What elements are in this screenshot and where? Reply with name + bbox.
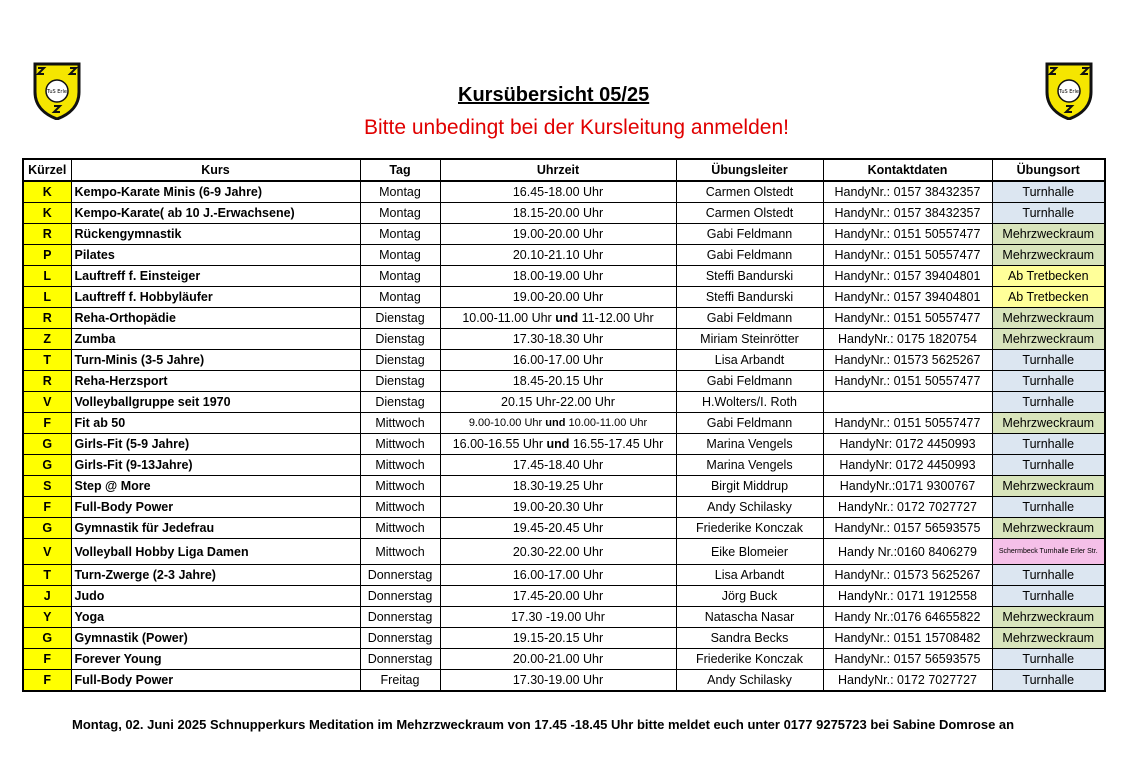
course-name-cell: Pilates (71, 245, 360, 266)
day-cell: Mittwoch (360, 518, 440, 539)
contact-cell: HandyNr.: 0151 50557477 (823, 224, 992, 245)
contact-cell: HandyNr.: 0151 50557477 (823, 413, 992, 434)
course-name-cell: Reha-Orthopädie (71, 308, 360, 329)
time-slot-1: 16.00-16.55 Uhr (452, 437, 544, 451)
course-name-cell: Yoga (71, 607, 360, 628)
kuerzel-cell: F (23, 670, 71, 692)
location-cell: Mehrzweckraum (992, 329, 1105, 350)
location-cell: Turnhalle (992, 203, 1105, 224)
table-row (23, 245, 1105, 266)
day-cell: Montag (360, 181, 440, 203)
contact-cell: HandyNr.: 0157 38432357 (823, 203, 992, 224)
trainer-cell: Lisa Arbandt (676, 350, 823, 371)
kuerzel-cell: Y (23, 607, 71, 628)
trainer-cell: H.Wolters/I. Roth (676, 392, 823, 413)
kuerzel-cell: G (23, 628, 71, 649)
contact-cell: HandyNr.: 0151 50557477 (823, 371, 992, 392)
table-row (23, 266, 1105, 287)
location-cell: Schermbeck Turnhalle Erler Str. (992, 539, 1105, 565)
kuerzel-cell: P (23, 245, 71, 266)
trainer-cell: Friederike Konczak (676, 649, 823, 670)
course-name-cell: Kempo-Karate Minis (6-9 Jahre) (71, 181, 360, 203)
day-cell: Mittwoch (360, 497, 440, 518)
course-name-cell: Forever Young (71, 649, 360, 670)
trainer-cell: Steffi Bandurski (676, 266, 823, 287)
day-cell: Dienstag (360, 308, 440, 329)
footer-note: Montag, 02. Juni 2025 Schnupperkurs Meditation im Mehzrzweckraum von 17.45 -18.45 Uhr bitte meldet euch unter 0177 9275723 bei Sabine Domrose an (72, 717, 1015, 732)
contact-cell: HandyNr: 0172 4450993 (823, 434, 992, 455)
table-row (23, 476, 1105, 497)
time-slot-2: 11-12.00 Uhr (581, 311, 654, 325)
table-row (23, 413, 1105, 434)
kuerzel-cell: J (23, 586, 71, 607)
location-cell: Turnhalle (992, 350, 1105, 371)
kuerzel-cell: S (23, 476, 71, 497)
table-row (23, 329, 1105, 350)
table-row (23, 628, 1105, 649)
time-cell: 17.30 -19.00 Uhr (440, 607, 676, 628)
course-name-cell: Rückengymnastik (71, 224, 360, 245)
col-header: Uhrzeit (440, 159, 676, 181)
table-row (23, 518, 1105, 539)
trainer-cell: Carmen Olstedt (676, 203, 823, 224)
table-row (23, 434, 1105, 455)
contact-cell: HandyNr: 0172 4450993 (823, 455, 992, 476)
trainer-cell: Gabi Feldmann (676, 224, 823, 245)
course-name-cell: Turn-Minis (3-5 Jahre) (71, 350, 360, 371)
trainer-cell: Lisa Arbandt (676, 565, 823, 586)
kuerzel-cell: L (23, 287, 71, 308)
col-header: Kürzel (23, 159, 71, 181)
page-title: Kursübersicht 05/25 (458, 84, 650, 106)
kuerzel-cell: V (23, 392, 71, 413)
time-slot-1: 9.00-10.00 Uhr (468, 417, 543, 429)
col-header: Tag (360, 159, 440, 181)
course-name-cell: Volleyball Hobby Liga Damen (71, 539, 360, 565)
trainer-cell: Andy Schilasky (676, 670, 823, 692)
kuerzel-cell: T (23, 350, 71, 371)
location-cell: Turnhalle (992, 586, 1105, 607)
contact-cell: HandyNr.: 0157 39404801 (823, 287, 992, 308)
day-cell: Dienstag (360, 350, 440, 371)
time-cell: 20.15 Uhr-22.00 Uhr (440, 392, 676, 413)
day-cell: Mittwoch (360, 476, 440, 497)
time-slot-2: 16.55-17.45 Uhr (572, 437, 664, 451)
kuerzel-cell: F (23, 413, 71, 434)
course-table-body (23, 181, 1105, 691)
kuerzel-cell: G (23, 455, 71, 476)
table-row (23, 539, 1105, 565)
trainer-cell: Gabi Feldmann (676, 413, 823, 434)
table-row (23, 497, 1105, 518)
day-cell: Montag (360, 245, 440, 266)
time-cell: 18.00-19.00 Uhr (440, 266, 676, 287)
location-cell: Turnhalle (992, 434, 1105, 455)
time-cell: 17.45-20.00 Uhr (440, 586, 676, 607)
kuerzel-cell: T (23, 565, 71, 586)
location-cell: Mehrzweckraum (992, 245, 1105, 266)
day-cell: Dienstag (360, 371, 440, 392)
day-cell: Mittwoch (360, 413, 440, 434)
table-row (23, 607, 1105, 628)
time-cell: 18.30-19.25 Uhr (440, 476, 676, 497)
time-cell: 18.15-20.00 Uhr (440, 203, 676, 224)
trainer-cell: Miriam Steinrötter (676, 329, 823, 350)
time-cell: 19.00-20.00 Uhr (440, 287, 676, 308)
kuerzel-cell: K (23, 203, 71, 224)
club-logo-left (32, 62, 82, 120)
kuerzel-cell: G (23, 518, 71, 539)
kuerzel-cell: K (23, 181, 71, 203)
course-name-cell: Lauftreff f. Einsteiger (71, 266, 360, 287)
time-cell: 19.45-20.45 Uhr (440, 518, 676, 539)
trainer-cell: Gabi Feldmann (676, 308, 823, 329)
time-cell: 16.45-18.00 Uhr (440, 181, 676, 203)
time-cell: 19.00-20.30 Uhr (440, 497, 676, 518)
kuerzel-cell: Z (23, 329, 71, 350)
time-cell: 17.30-19.00 Uhr (440, 670, 676, 692)
trainer-cell: Friederike Konczak (676, 518, 823, 539)
day-cell: Dienstag (360, 392, 440, 413)
table-row (23, 287, 1105, 308)
day-cell: Mittwoch (360, 539, 440, 565)
col-header: Übungsleiter (676, 159, 823, 181)
time-cell (440, 434, 676, 455)
day-cell: Montag (360, 203, 440, 224)
trainer-cell: Carmen Olstedt (676, 181, 823, 203)
location-cell: Turnhalle (992, 371, 1105, 392)
contact-cell (823, 392, 992, 413)
table-row (23, 350, 1105, 371)
day-cell: Montag (360, 224, 440, 245)
time-cell: 20.30-22.00 Uhr (440, 539, 676, 565)
table-header-row (23, 159, 1105, 181)
time-cell: 19.15-20.15 Uhr (440, 628, 676, 649)
location-cell: Mehrzweckraum (992, 628, 1105, 649)
day-cell: Donnerstag (360, 649, 440, 670)
time-slot-2: 10.00-11.00 Uhr (568, 417, 648, 429)
kuerzel-cell: R (23, 308, 71, 329)
table-row (23, 392, 1105, 413)
contact-cell: HandyNr.: 0151 15708482 (823, 628, 992, 649)
location-cell: Turnhalle (992, 497, 1105, 518)
table-row (23, 565, 1105, 586)
col-header: Kontaktdaten (823, 159, 992, 181)
table-row (23, 224, 1105, 245)
contact-cell: HandyNr.: 0157 38432357 (823, 181, 992, 203)
trainer-cell: Sandra Becks (676, 628, 823, 649)
location-cell: Ab Tretbecken (992, 287, 1105, 308)
location-cell: Ab Tretbecken (992, 266, 1105, 287)
course-name-cell: Turn-Zwerge (2-3 Jahre) (71, 565, 360, 586)
location-cell: Turnhalle (992, 670, 1105, 692)
location-cell: Turnhalle (992, 455, 1105, 476)
location-cell: Turnhalle (992, 181, 1105, 203)
course-name-cell: Gymnastik (Power) (71, 628, 360, 649)
location-cell: Mehrzweckraum (992, 607, 1105, 628)
time-cell: 16.00-17.00 Uhr (440, 350, 676, 371)
day-cell: Donnerstag (360, 565, 440, 586)
table-row (23, 371, 1105, 392)
course-name-cell: Girls-Fit (5-9 Jahre) (71, 434, 360, 455)
location-cell: Mehrzweckraum (992, 308, 1105, 329)
contact-cell: HandyNr.: 0157 39404801 (823, 266, 992, 287)
course-name-cell: Fit ab 50 (71, 413, 360, 434)
contact-cell: HandyNr.: 0175 1820754 (823, 329, 992, 350)
course-name-cell: Judo (71, 586, 360, 607)
course-name-cell: Gymnastik für Jedefrau (71, 518, 360, 539)
course-table (22, 158, 1106, 692)
course-name-cell: Lauftreff f. Hobbyläufer (71, 287, 360, 308)
table-row (23, 649, 1105, 670)
table-row (23, 455, 1105, 476)
time-cell: 19.00-20.00 Uhr (440, 224, 676, 245)
table-row (23, 181, 1105, 203)
time-cell: 20.00-21.00 Uhr (440, 649, 676, 670)
kuerzel-cell: V (23, 539, 71, 565)
day-cell: Donnerstag (360, 628, 440, 649)
trainer-cell: Jörg Buck (676, 586, 823, 607)
kuerzel-cell: R (23, 224, 71, 245)
kuerzel-cell: G (23, 434, 71, 455)
course-name-cell: Zumba (71, 329, 360, 350)
location-cell: Mehrzweckraum (992, 518, 1105, 539)
kuerzel-cell: R (23, 371, 71, 392)
kuerzel-cell: F (23, 649, 71, 670)
day-cell: Freitag (360, 670, 440, 692)
contact-cell: Handy Nr.:0176 64655822 (823, 607, 992, 628)
day-cell: Montag (360, 266, 440, 287)
location-cell: Turnhalle (992, 565, 1105, 586)
contact-cell: HandyNr.: 0172 7027727 (823, 670, 992, 692)
logo-text: TuS Erle (1059, 89, 1079, 95)
course-name-cell: Volleyballgruppe seit 1970 (71, 392, 360, 413)
day-cell: Mittwoch (360, 434, 440, 455)
time-cell: 17.30-18.30 Uhr (440, 329, 676, 350)
day-cell: Donnerstag (360, 607, 440, 628)
time-cell: 17.45-18.40 Uhr (440, 455, 676, 476)
time-und: und (545, 417, 566, 429)
trainer-cell: Eike Blomeier (676, 539, 823, 565)
contact-cell: HandyNr.: 0171 1912558 (823, 586, 992, 607)
time-slot-1: 10.00-11.00 Uhr (462, 311, 552, 325)
day-cell: Donnerstag (360, 586, 440, 607)
trainer-cell: Birgit Middrup (676, 476, 823, 497)
contact-cell: HandyNr.: 0157 56593575 (823, 518, 992, 539)
course-name-cell: Kempo-Karate( ab 10 J.-Erwachsene) (71, 203, 360, 224)
col-header: Übungsort (992, 159, 1105, 181)
trainer-cell: Gabi Feldmann (676, 245, 823, 266)
trainer-cell: Marina Vengels (676, 455, 823, 476)
time-cell (440, 308, 676, 329)
day-cell: Montag (360, 287, 440, 308)
location-cell: Mehrzweckraum (992, 476, 1105, 497)
location-cell: Turnhalle (992, 392, 1105, 413)
table-row (23, 308, 1105, 329)
trainer-cell: Natascha Nasar (676, 607, 823, 628)
contact-cell: HandyNr.: 0151 50557477 (823, 245, 992, 266)
col-header: Kurs (71, 159, 360, 181)
location-cell: Mehrzweckraum (992, 224, 1105, 245)
time-und: und (546, 437, 570, 451)
kuerzel-cell: L (23, 266, 71, 287)
contact-cell: HandyNr.: 0157 56593575 (823, 649, 992, 670)
contact-cell: HandyNr.: 01573 5625267 (823, 565, 992, 586)
page-subtitle: Bitte unbedingt bei der Kursleitung anmelden! (364, 116, 789, 139)
time-cell: 16.00-17.00 Uhr (440, 565, 676, 586)
contact-cell: HandyNr.: 0151 50557477 (823, 308, 992, 329)
table-row (23, 203, 1105, 224)
day-cell: Mittwoch (360, 455, 440, 476)
time-cell (440, 413, 676, 434)
trainer-cell: Gabi Feldmann (676, 371, 823, 392)
contact-cell: HandyNr.: 0172 7027727 (823, 497, 992, 518)
course-name-cell: Full-Body Power (71, 497, 360, 518)
contact-cell: Handy Nr.:0160 8406279 (823, 539, 992, 565)
trainer-cell: Andy Schilasky (676, 497, 823, 518)
logo-text: TuS Erle (47, 89, 67, 95)
course-name-cell: Girls-Fit (9-13Jahre) (71, 455, 360, 476)
location-cell: Turnhalle (992, 649, 1105, 670)
course-name-cell: Full-Body Power (71, 670, 360, 692)
trainer-cell: Marina Vengels (676, 434, 823, 455)
time-cell: 18.45-20.15 Uhr (440, 371, 676, 392)
time-und: und (555, 311, 579, 325)
table-row (23, 586, 1105, 607)
kuerzel-cell: F (23, 497, 71, 518)
location-cell: Mehrzweckraum (992, 413, 1105, 434)
contact-cell: HandyNr.:0171 9300767 (823, 476, 992, 497)
course-name-cell: Step @ More (71, 476, 360, 497)
time-cell: 20.10-21.10 Uhr (440, 245, 676, 266)
course-name-cell: Reha-Herzsport (71, 371, 360, 392)
club-logo-right (1044, 62, 1094, 120)
table-row (23, 670, 1105, 692)
contact-cell: HandyNr.: 01573 5625267 (823, 350, 992, 371)
trainer-cell: Steffi Bandurski (676, 287, 823, 308)
day-cell: Dienstag (360, 329, 440, 350)
